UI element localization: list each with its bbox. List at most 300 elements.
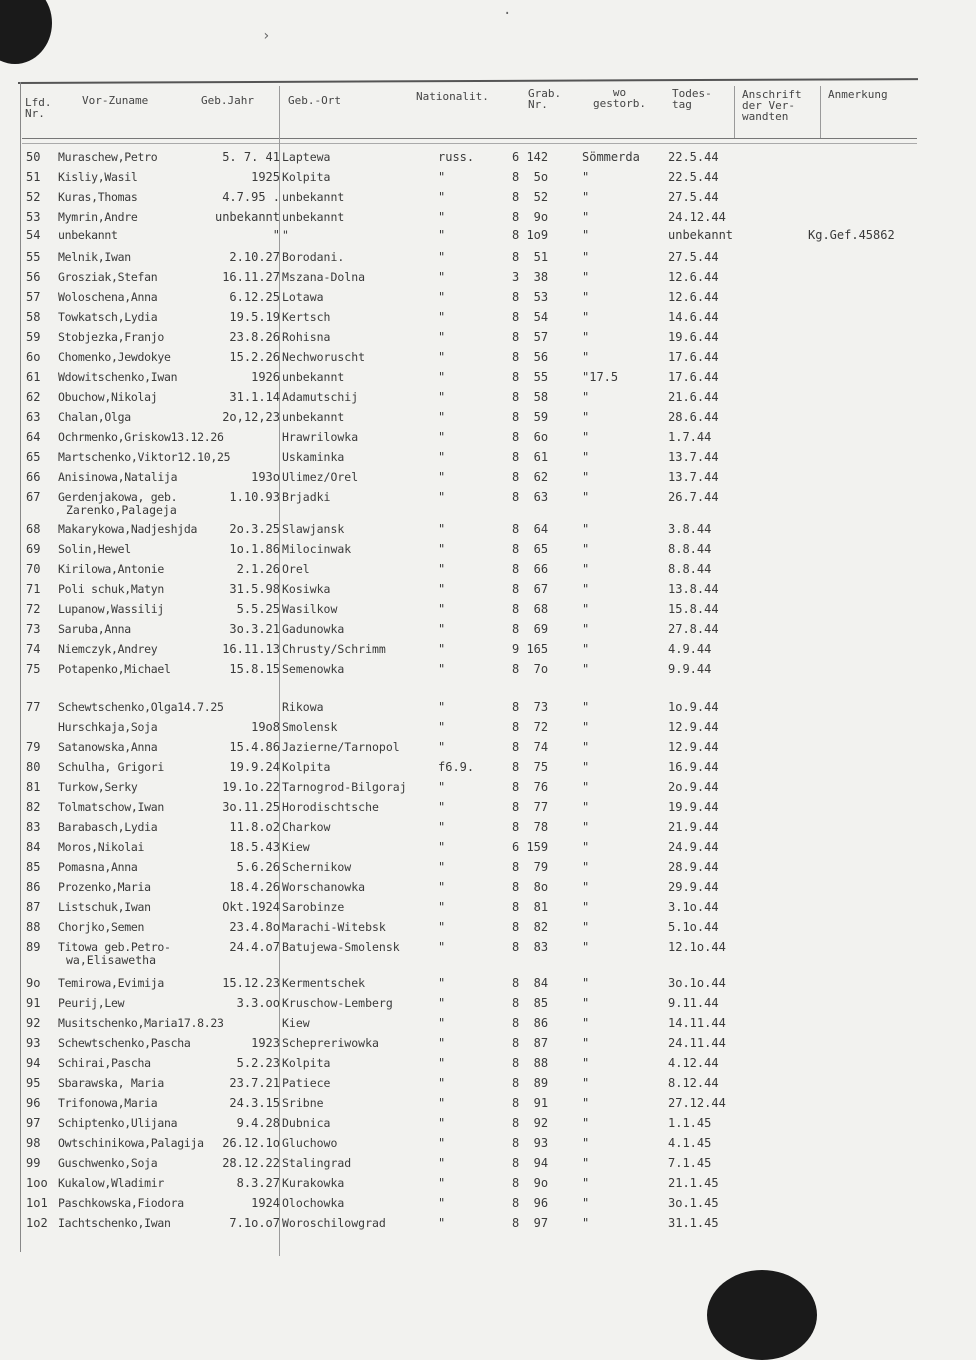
cell-wo-gestorben: ": [582, 720, 590, 734]
cell-nationalitaet: ": [438, 1036, 446, 1050]
cell-grab-nr: 8 72: [512, 720, 549, 734]
cell-wo-gestorben: ": [582, 622, 590, 636]
cell-wo-gestorben: ": [582, 542, 590, 556]
cell-geb-jahr: Okt.1924: [222, 900, 280, 914]
cell-wo-gestorben: ": [582, 1136, 590, 1150]
cell-geb-jahr: 28.12.22: [222, 1156, 280, 1170]
cell-todestag: 27.8.44: [668, 622, 719, 636]
cell-nationalitaet: ": [438, 602, 446, 616]
cell-geb-ort: Rikowa: [282, 700, 324, 714]
table-row: [0, 330, 976, 348]
header-grab-nr: Grab. Nr.: [528, 87, 562, 111]
table-row: [0, 820, 976, 838]
cell-todestag: 2o.9.44: [668, 780, 719, 794]
cell-todestag: 12.1o.44: [668, 940, 726, 954]
cell-geb-ort: Horodischtsche: [282, 800, 379, 814]
cell-name: Hurschkaja,Soja: [58, 720, 158, 734]
cell-geb-ort: Laptewa: [282, 150, 331, 164]
cell-grab-nr: 8 96: [512, 1196, 549, 1210]
cell-geb-ort: Borodani.: [282, 250, 345, 264]
cell-wo-gestorben: ": [582, 1196, 590, 1210]
cell-name: Turkow,Serky: [58, 780, 138, 794]
cell-geb-ort: Hrawrilowka: [282, 430, 359, 444]
cell-nationalitaet: ": [438, 622, 446, 636]
cell-name: Chomenko,Jewdokye: [58, 350, 171, 364]
cell-todestag: 3.8.44: [668, 522, 712, 536]
cell-grab-nr: 8 86: [512, 1016, 549, 1030]
cell-geb-jahr: 26.12.1o: [222, 1136, 280, 1150]
cell-wo-gestorben: ": [582, 1096, 590, 1110]
table-row: [0, 190, 976, 208]
cell-todestag: 3.1o.44: [668, 900, 719, 914]
cell-wo-gestorben: ": [582, 880, 590, 894]
table-row: [0, 800, 976, 818]
cell-geb-ort: Kertsch: [282, 310, 331, 324]
cell-todestag: 22.5.44: [668, 170, 719, 184]
cell-geb-jahr: 15.12.23: [222, 976, 280, 990]
cell-grab-nr: 8 59: [512, 410, 549, 424]
cell-geb-jahr: 24.3.15: [229, 1096, 280, 1110]
cell-geb-ort: Chrusty/Schrimm: [282, 642, 386, 656]
table-row: [0, 170, 976, 188]
table-row: [0, 662, 976, 680]
cell-todestag: 24.9.44: [668, 840, 719, 854]
cell-grab-nr: 8 79: [512, 860, 549, 874]
cell-wo-gestorben: ": [582, 996, 590, 1010]
cell-wo-gestorben: Sömmerda: [582, 150, 640, 164]
table-row: [0, 1196, 976, 1214]
cell-grab-nr: 9 165: [512, 642, 549, 656]
cell-nationalitaet: ": [438, 522, 446, 536]
cell-wo-gestorben: ": [582, 350, 590, 364]
cell-geb-jahr: 3o.11.25: [222, 800, 280, 814]
cell-nationalitaet: ": [438, 700, 446, 714]
table-row: [0, 642, 976, 660]
cell-geb-ort: unbekannt: [282, 210, 345, 224]
column-divider-anmerkung: [820, 86, 821, 138]
cell-wo-gestorben: ": [582, 270, 590, 284]
cell-grab-nr: 8 65: [512, 542, 549, 556]
cell-grab-nr: 8 73: [512, 700, 549, 714]
table-row: [0, 1076, 976, 1094]
cell-geb-ort: Kiew: [282, 1016, 310, 1030]
cell-geb-ort: Kolpita: [282, 170, 331, 184]
cell-name: Kisliy,Wasil: [58, 170, 138, 184]
table-row: [0, 880, 976, 898]
cell-lfd-nr: 64: [26, 430, 41, 444]
cell-grab-nr: 8 9o: [512, 210, 549, 224]
cell-name: Potapenko,Michael: [58, 662, 171, 676]
cell-name: Musitschenko,Maria17.8.23: [58, 1016, 224, 1030]
cell-nationalitaet: ": [438, 820, 446, 834]
cell-lfd-nr: 62: [26, 390, 41, 404]
cell-geb-jahr: 8.3.27: [236, 1176, 280, 1190]
cell-name: Towkatsch,Lydia: [58, 310, 158, 324]
header-lfd-nr: Lfd. Nr.: [25, 96, 52, 120]
cell-name: Schewtschenko,Pascha: [58, 1036, 191, 1050]
cell-grab-nr: 8 82: [512, 920, 549, 934]
cell-lfd-nr: 74: [26, 642, 41, 656]
cell-nationalitaet: ": [438, 228, 446, 242]
cell-geb-jahr: 1.10.93: [229, 490, 280, 504]
cell-nationalitaet: ": [438, 1196, 446, 1210]
cell-nationalitaet: russ.: [438, 150, 475, 164]
cell-geb-jahr: 9.4.28: [236, 1116, 280, 1130]
cell-name: Prozenko,Maria: [58, 880, 151, 894]
cell-grab-nr: 8 68: [512, 602, 549, 616]
cell-geb-jahr: 1926: [251, 370, 280, 384]
table-row: [0, 840, 976, 858]
cell-geb-ort: Smolensk: [282, 720, 338, 734]
cell-lfd-nr: 50: [26, 150, 41, 164]
cell-geb-ort: Charkow: [282, 820, 331, 834]
cell-geb-ort: Gadunowka: [282, 622, 345, 636]
cell-name: Listschuk,Iwan: [58, 900, 151, 914]
cell-name: Melnik,Iwan: [58, 250, 131, 264]
cell-wo-gestorben: ": [582, 820, 590, 834]
cell-todestag: 21.6.44: [668, 390, 719, 404]
cell-wo-gestorben: ": [582, 1116, 590, 1130]
cell-grab-nr: 8 63: [512, 490, 549, 504]
table-row: [0, 1156, 976, 1174]
table-row: [0, 250, 976, 268]
cell-geb-jahr: 15.4.86: [229, 740, 280, 754]
cell-wo-gestorben: ": [582, 642, 590, 656]
cell-wo-gestorben: ": [582, 522, 590, 536]
cell-grab-nr: 8 85: [512, 996, 549, 1010]
cell-lfd-nr: 93: [26, 1036, 41, 1050]
cell-grab-nr: 8 91: [512, 1096, 549, 1110]
cell-grab-nr: 8 97: [512, 1216, 549, 1230]
cell-wo-gestorben: ": [582, 190, 590, 204]
cell-grab-nr: 8 5o: [512, 170, 549, 184]
cell-wo-gestorben: ": [582, 450, 590, 464]
cell-wo-gestorben: ": [582, 490, 590, 504]
cell-name: Woloschena,Anna: [58, 290, 158, 304]
cell-geb-ort: Gluchowo: [282, 1136, 338, 1150]
cell-name: Poli schuk,Matyn: [58, 582, 164, 596]
table-row: [0, 470, 976, 488]
cell-wo-gestorben: ": [582, 840, 590, 854]
cell-geb-jahr: 15.8.15: [229, 662, 280, 676]
table-row: [0, 410, 976, 428]
cell-lfd-nr: 63: [26, 410, 41, 424]
table-row: [0, 976, 976, 994]
cell-lfd-nr: 66: [26, 470, 41, 484]
table-row: [0, 150, 976, 168]
cell-nationalitaet: ": [438, 270, 446, 284]
cell-geb-ort: ": [282, 228, 289, 242]
cell-grab-nr: 8 93: [512, 1136, 549, 1150]
cell-geb-ort: unbekannt: [282, 190, 345, 204]
cell-lfd-nr: 95: [26, 1076, 41, 1090]
cell-todestag: 12.9.44: [668, 740, 719, 754]
cell-todestag: 8.12.44: [668, 1076, 719, 1090]
cell-geb-jahr: 19.9.24: [229, 760, 280, 774]
table-row: [0, 370, 976, 388]
cell-wo-gestorben: ": [582, 1216, 590, 1230]
cell-geb-ort: Brjadki: [282, 490, 331, 504]
table-row: [0, 1096, 976, 1114]
cell-grab-nr: 8 66: [512, 562, 549, 576]
cell-name: Paschkowska,Fiodora: [58, 1196, 184, 1210]
cell-lfd-nr: 68: [26, 522, 41, 536]
cell-wo-gestorben: ": [582, 976, 590, 990]
cell-geb-jahr: 5.6.26: [236, 860, 280, 874]
table-row: [0, 582, 976, 600]
cell-nationalitaet: ": [438, 642, 446, 656]
table-row: [0, 920, 976, 938]
table-row: [0, 940, 976, 967]
cell-lfd-nr: 89: [26, 940, 41, 954]
cell-geb-jahr: 2o,12,23: [222, 410, 280, 424]
cell-grab-nr: 8 88: [512, 1056, 549, 1070]
cell-geb-ort: Schernikow: [282, 860, 352, 874]
cell-grab-nr: 8 94: [512, 1156, 549, 1170]
cell-geb-jahr: 18.5.43: [229, 840, 280, 854]
cell-geb-ort: Wasilkow: [282, 602, 338, 616]
cell-geb-ort: Jazierne/Tarnopol: [282, 740, 400, 754]
cell-name: Wdowitschenko,Iwan: [58, 370, 178, 384]
cell-todestag: 17.6.44: [668, 350, 719, 364]
cell-anmerkung: Kg.Gef.45862: [808, 228, 895, 242]
cell-geb-ort: Dubnica: [282, 1116, 331, 1130]
cell-lfd-nr: 61: [26, 370, 41, 384]
cell-grab-nr: 8 51: [512, 250, 549, 264]
cell-name: Peurij,Lew: [58, 996, 125, 1010]
cell-grab-nr: 8 8o: [512, 880, 549, 894]
cell-grab-nr: 8 56: [512, 350, 549, 364]
cell-geb-ort: Batujewa-Smolensk: [282, 940, 400, 954]
cell-wo-gestorben: ": [582, 920, 590, 934]
cell-wo-gestorben: ": [582, 170, 590, 184]
cell-nationalitaet: ": [438, 662, 446, 676]
cell-geb-ort: Ulimez/Orel: [282, 470, 359, 484]
cell-geb-jahr: 4.7.95 .: [222, 190, 280, 204]
cell-name: Sbarawska, Maria: [58, 1076, 164, 1090]
table-row: [0, 430, 976, 448]
cell-geb-ort: Patiece: [282, 1076, 331, 1090]
cell-name: Niemczyk,Andrey: [58, 642, 158, 656]
cell-wo-gestorben: ": [582, 470, 590, 484]
cell-nationalitaet: ": [438, 310, 446, 324]
cell-nationalitaet: ": [438, 210, 446, 224]
cell-name: Gerdenjakowa, geb.: [58, 490, 178, 504]
cell-geb-ort: Nechworuscht: [282, 350, 366, 364]
cell-name: Ochrmenko,Griskow13.12.26: [58, 430, 224, 444]
cell-nationalitaet: ": [438, 390, 446, 404]
cell-wo-gestorben: ": [582, 1016, 590, 1030]
cell-geb-ort: Worschanowka: [282, 880, 366, 894]
cell-geb-jahr: unbekannt: [214, 210, 280, 224]
cell-lfd-nr: 65: [26, 450, 41, 464]
cell-name: Lupanow,Wassilij: [58, 602, 164, 616]
cell-nationalitaet: ": [438, 780, 446, 794]
cell-grab-nr: 8 67: [512, 582, 549, 596]
cell-nationalitaet: ": [438, 900, 446, 914]
cell-todestag: 27.5.44: [668, 190, 719, 204]
header-geb-jahr: Geb.Jahr: [201, 94, 254, 107]
cell-geb-ort: Milocinwak: [282, 542, 352, 556]
cell-name: Moros,Nikolai: [58, 840, 145, 854]
cell-grab-nr: 8 53: [512, 290, 549, 304]
cell-todestag: 12.6.44: [668, 290, 719, 304]
cell-name: Schewtschenko,Olga14.7.25: [58, 700, 224, 714]
cell-todestag: 4.12.44: [668, 1056, 719, 1070]
table-row: [0, 900, 976, 918]
cell-wo-gestorben: ": [582, 900, 590, 914]
cell-lfd-nr: 84: [26, 840, 41, 854]
table-row: [0, 1016, 976, 1034]
cell-nationalitaet: ": [438, 190, 446, 204]
header-anschrift: Anschrift der Ver- wandten: [742, 88, 802, 123]
cell-geb-jahr: 193o: [251, 470, 280, 484]
cell-lfd-nr: 58: [26, 310, 41, 324]
cell-todestag: 12.6.44: [668, 270, 719, 284]
table-row: [0, 350, 976, 368]
punch-hole-top-left: [0, 0, 52, 64]
cell-lfd-nr: 87: [26, 900, 41, 914]
cell-nationalitaet: ": [438, 1156, 446, 1170]
table-row: [0, 860, 976, 878]
cell-todestag: 26.7.44: [668, 490, 719, 504]
cell-lfd-nr: 98: [26, 1136, 41, 1150]
cell-lfd-nr: 73: [26, 622, 41, 636]
speck-mark: ·: [503, 6, 512, 22]
cell-nationalitaet: ": [438, 720, 446, 734]
header-nationalitaet: Nationalit.: [416, 90, 489, 103]
cell-name: Schiptenko,Ulijana: [58, 1116, 178, 1130]
cell-nationalitaet: ": [438, 1016, 446, 1030]
cell-wo-gestorben: ": [582, 662, 590, 676]
cell-name: Titowa geb.Petro-: [58, 940, 171, 954]
cell-name: Tolmatschow,Iwan: [58, 800, 164, 814]
cell-grab-nr: 8 89: [512, 1076, 549, 1090]
cell-todestag: 13.7.44: [668, 450, 719, 464]
cell-grab-nr: 8 74: [512, 740, 549, 754]
table-row: [0, 542, 976, 560]
cell-todestag: 1.7.44: [668, 430, 712, 444]
cell-lfd-nr: 86: [26, 880, 41, 894]
cell-name: Mymrin,Andre: [58, 210, 138, 224]
cell-geb-jahr: 2.1.26: [236, 562, 280, 576]
cell-grab-nr: 8 92: [512, 1116, 549, 1130]
cell-todestag: 24.11.44: [668, 1036, 726, 1050]
cell-geb-ort: Kiew: [282, 840, 310, 854]
cell-geb-jahr: 1924: [251, 1196, 280, 1210]
cell-nationalitaet: ": [438, 370, 446, 384]
cell-name-continuation: wa,Elisawetha: [66, 953, 157, 967]
cell-nationalitaet: ": [438, 290, 446, 304]
cell-geb-jahr: 1923: [251, 1036, 280, 1050]
cell-geb-ort: Mszana-Dolna: [282, 270, 366, 284]
cell-geb-jahr: 5. 7. 41: [222, 150, 280, 164]
cell-todestag: 4.9.44: [668, 642, 712, 656]
cell-geb-ort: Kermentschek: [282, 976, 366, 990]
cell-nationalitaet: ": [438, 490, 446, 504]
cell-wo-gestorben: ": [582, 1056, 590, 1070]
cell-lfd-nr: 52: [26, 190, 41, 204]
cell-todestag: 27.12.44: [668, 1096, 726, 1110]
cell-wo-gestorben: ": [582, 700, 590, 714]
cell-todestag: 24.12.44: [668, 210, 726, 224]
cell-wo-gestorben: ": [582, 1176, 590, 1190]
cell-todestag: 28.9.44: [668, 860, 719, 874]
cell-geb-jahr: 5.5.25: [236, 602, 280, 616]
table-row: [0, 1176, 976, 1194]
cell-lfd-nr: 54: [26, 228, 41, 242]
header-rule: [22, 138, 917, 139]
cell-nationalitaet: ": [438, 940, 446, 954]
cell-grab-nr: 8 9o: [512, 1176, 549, 1190]
table-row: [0, 228, 976, 246]
cell-lfd-nr: 85: [26, 860, 41, 874]
cell-geb-ort: Kurakowka: [282, 1176, 345, 1190]
cell-lfd-nr: 97: [26, 1116, 41, 1130]
cell-todestag: 22.5.44: [668, 150, 719, 164]
cell-name: Grosziak,Stefan: [58, 270, 158, 284]
cell-nationalitaet: ": [438, 860, 446, 874]
cell-name: Schirai,Pascha: [58, 1056, 151, 1070]
cell-lfd-nr: 77: [26, 700, 41, 714]
cell-todestag: 7.1.45: [668, 1156, 712, 1170]
cell-wo-gestorben: ": [582, 410, 590, 424]
cell-todestag: 9.9.44: [668, 662, 712, 676]
cell-nationalitaet: ": [438, 920, 446, 934]
cell-wo-gestorben: ": [582, 310, 590, 324]
cell-grab-nr: 8 54: [512, 310, 549, 324]
cell-todestag: 21.1.45: [668, 1176, 719, 1190]
cell-lfd-nr: 71: [26, 582, 41, 596]
cell-grab-nr: 8 58: [512, 390, 549, 404]
cell-name: Guschwenko,Soja: [58, 1156, 158, 1170]
cell-wo-gestorben: ": [582, 250, 590, 264]
cell-grab-nr: 8 57: [512, 330, 549, 344]
cell-nationalitaet: f6.9.: [438, 760, 475, 774]
cell-geb-ort: Lotawa: [282, 290, 324, 304]
cell-name: Anisinowa,Natalija: [58, 470, 178, 484]
cell-lfd-nr: 96: [26, 1096, 41, 1110]
cell-lfd-nr: 70: [26, 562, 41, 576]
cell-geb-ort: Kolpita: [282, 760, 331, 774]
cell-grab-nr: 8 75: [512, 760, 549, 774]
cell-nationalitaet: ": [438, 800, 446, 814]
cell-grab-nr: 6 142: [512, 150, 549, 164]
cell-geb-ort: Kruschow-Lemberg: [282, 996, 393, 1010]
cell-wo-gestorben: ": [582, 290, 590, 304]
cell-lfd-nr: 51: [26, 170, 41, 184]
cell-nationalitaet: ": [438, 582, 446, 596]
cell-nationalitaet: ": [438, 1056, 446, 1070]
cell-geb-jahr: 23.8.26: [229, 330, 280, 344]
cell-name: Schulha, Grigori: [58, 760, 164, 774]
cell-geb-jahr: 23.4.8o: [229, 920, 280, 934]
cell-grab-nr: 8 78: [512, 820, 549, 834]
cell-geb-jahr: 15.2.26: [229, 350, 280, 364]
cell-grab-nr: 8 77: [512, 800, 549, 814]
cell-geb-jahr: 16.11.13: [222, 642, 280, 656]
header-todestag: Todes- tag: [672, 87, 712, 111]
cell-geb-ort: unbekannt: [282, 370, 345, 384]
table-top-border: [18, 78, 918, 84]
cell-nationalitaet: ": [438, 1216, 446, 1230]
cell-todestag: 12.9.44: [668, 720, 719, 734]
cell-nationalitaet: ": [438, 996, 446, 1010]
table-row: [0, 210, 976, 228]
table-row: [0, 490, 976, 517]
cell-nationalitaet: ": [438, 562, 446, 576]
cell-lfd-nr: 91: [26, 996, 41, 1010]
